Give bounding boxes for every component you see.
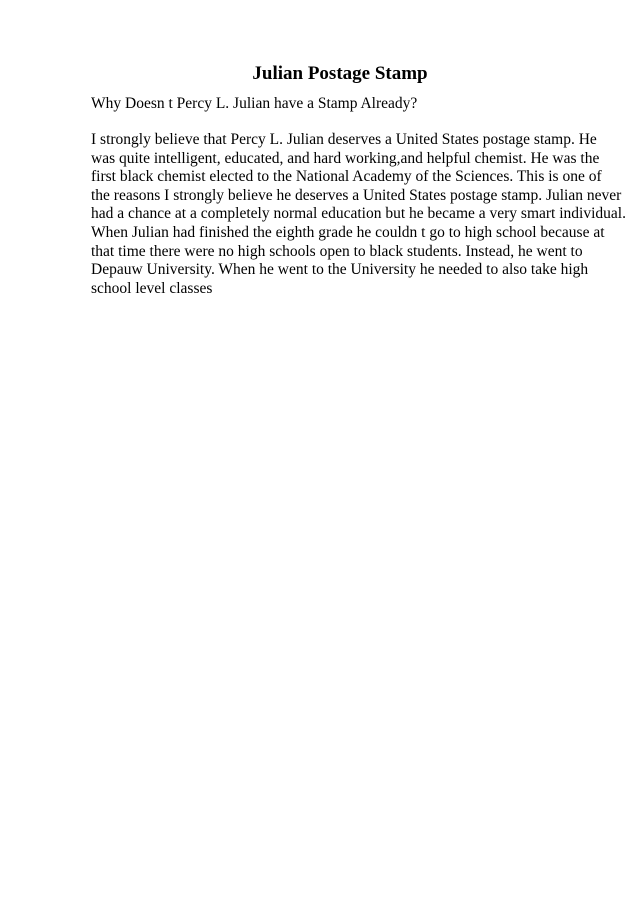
body-line: was quite intelligent, educated, and hard working,and helpful chemist. He was the bbox=[91, 149, 600, 167]
body-line: the reasons I strongly believe he deserves a United States postage stamp. Julian never bbox=[91, 186, 622, 204]
body-line: school level classes bbox=[91, 279, 213, 297]
body-line: Depauw University. When he went to the University he needed to also take high bbox=[91, 261, 589, 279]
body-line: had a chance at a completely normal education but he became a very smart individual. bbox=[91, 205, 626, 223]
body-line: first black chemist elected to the National Academy of the Sciences. This is one of bbox=[91, 168, 602, 186]
document-subtitle: Why Doesn t Percy L. Julian have a Stamp Already? bbox=[91, 95, 418, 112]
document-body bbox=[91, 131, 626, 298]
body-line: that time there were no high schools open to black students. Instead, he went to bbox=[91, 242, 583, 260]
body-line: When Julian had finished the eighth grade he couldn t go to high school because at bbox=[91, 223, 605, 241]
document-title: Julian Postage Stamp bbox=[252, 63, 428, 84]
body-line: I strongly believe that Percy L. Julian deserves a United States postage stamp. He bbox=[91, 131, 597, 148]
